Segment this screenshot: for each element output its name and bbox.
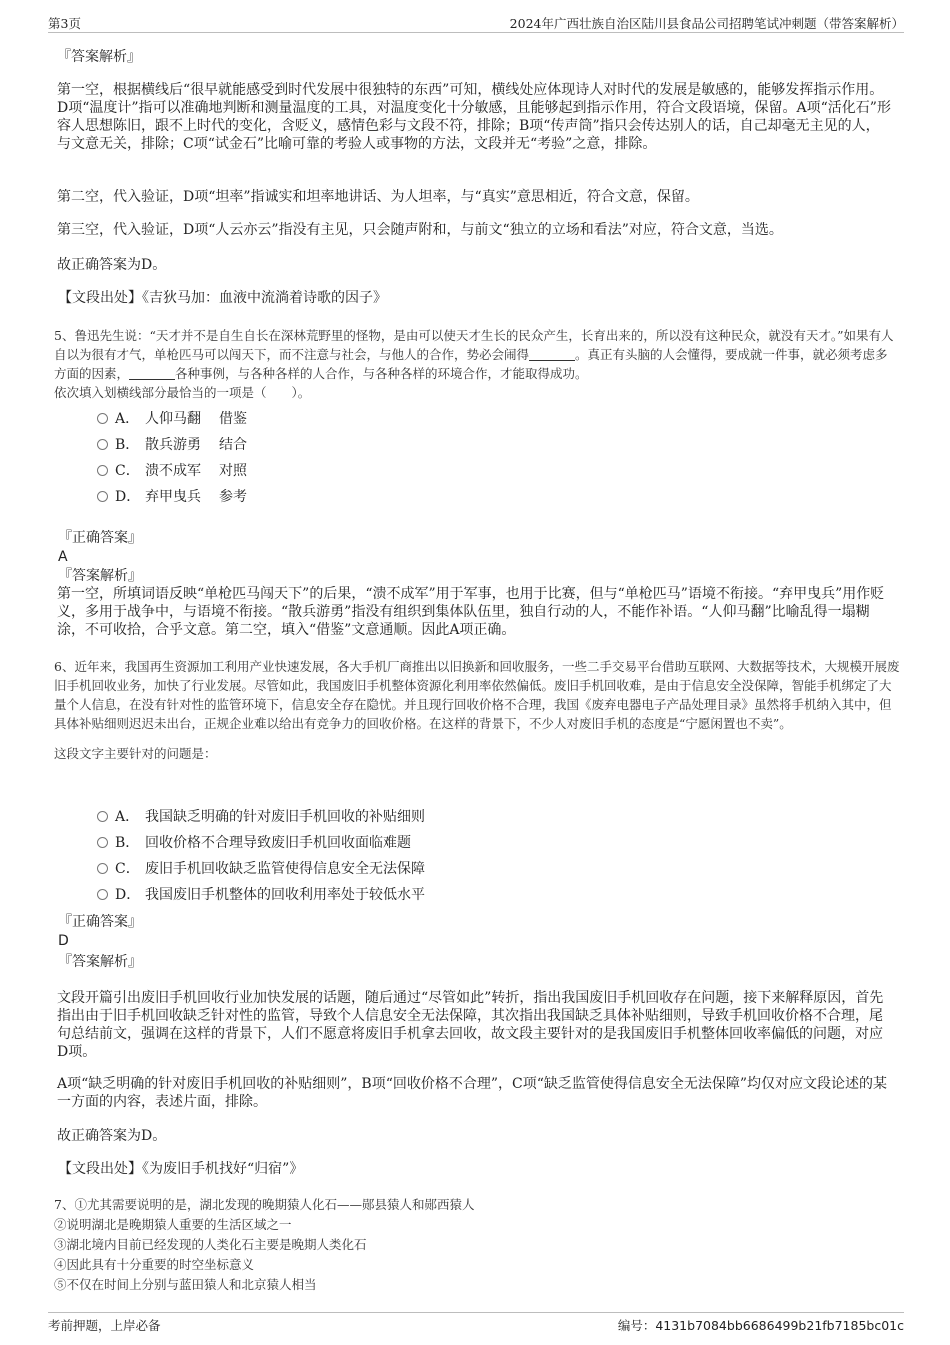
- q5-answer: A: [58, 549, 68, 565]
- q5-stem-part-c: 各种事例，与各种各样的人合作，与各种各样的环境合作，才能取得成功。: [175, 366, 588, 381]
- q6-option-d[interactable]: D． 我国废旧手机整体的回收利用率处于较低水平: [97, 886, 425, 904]
- q5-stem-part-a: 5、鲁迅先生说：“天才并不是自生自长在深林荒野里的怪物，是由可以使天才生长的民众产生，长育出来的，所以没有这种民众，就没有天才。”如果有人自以为很有才气，单枪匹马可以闯天下，而不注意与社会，与他人的合作，势必会闹得: [54, 328, 894, 362]
- q6-analysis-label: 『答案解析』: [58, 954, 142, 970]
- q4-conclusion: 故正确答案为D。: [57, 257, 167, 273]
- radio-icon[interactable]: [97, 465, 108, 476]
- page-footer: [48, 1312, 904, 1333]
- q4-analysis-label: 『答案解析』: [57, 49, 141, 65]
- q5-option-c[interactable]: C． 溃不成军 对照: [97, 462, 247, 480]
- q5-option-d[interactable]: D． 弃甲曳兵 参考: [97, 488, 247, 506]
- radio-icon[interactable]: [97, 413, 108, 424]
- radio-icon[interactable]: [97, 837, 108, 848]
- q6-answer: D: [58, 933, 69, 949]
- q6-analysis-para2: A项“缺乏明确的针对废旧手机回收的补贴细则”，B项“回收价格不合理”，C项“缺乏监管使得信息安全无法保障”均仅对应文段论述的某一方面的内容，表述片面，排除。: [57, 1076, 888, 1110]
- q6-option-b[interactable]: B． 回收价格不合理导致废旧手机回收面临难题: [97, 834, 411, 852]
- q4-analysis-para2: 第二空，代入验证，D项“坦率”指诚实和坦率地讲话、为人坦率，与“真实”意思相近，符合文意，保留。: [57, 189, 699, 205]
- q6-analysis-para1: 文段开篇引出废旧手机回收行业加快发展的话题，随后通过“尽管如此”转折，指出我国废旧手机回收存在问题，接下来解释原因，首先指出由于旧手机回收缺乏针对性的监管，导致个人信息安全无法保障，其次指出我国缺乏具体补贴细则，导致手机回收价格不合理，尾句总结前文，强调在这样的背景下，人们不愿意将废旧手机拿去回收，故文段主要针对的是我国废旧手机整体回收率偏低的问题，对应D项。: [57, 990, 884, 1060]
- q4-source: 【文段出处】《吉狄马加：血液中流淌着诗歌的因子》: [58, 290, 387, 306]
- radio-icon[interactable]: [97, 889, 108, 900]
- radio-icon[interactable]: [97, 863, 108, 874]
- q4-analysis-para3: 第三空，代入验证，D项“人云亦云”指没有主见，只会随声附和，与前文“独立的立场和看法”对应，符合文意，当选。: [57, 222, 783, 238]
- document-code: 编号：4131b7084bb6686499b21fb7185bc01c: [617, 1318, 904, 1333]
- q5-option-b[interactable]: B． 散兵游勇 结合: [97, 436, 247, 454]
- q5-option-a[interactable]: A． 人仰马翻 借鉴: [97, 410, 247, 428]
- radio-icon[interactable]: [97, 811, 108, 822]
- q7-line-3: ③湖北境内目前已经发现的人类化石主要是晚期人类化石: [54, 1237, 367, 1252]
- q5-blank-1: [529, 348, 575, 361]
- q5-stem: [54, 326, 900, 402]
- footer-slogan: 考前押题，上岸必备: [48, 1318, 161, 1333]
- q5-blank-2: [129, 367, 175, 380]
- q7-line-4: ④因此具有十分重要的时空坐标意义: [54, 1257, 255, 1272]
- q6-option-c[interactable]: C． 废旧手机回收缺乏监管使得信息安全无法保障: [97, 860, 425, 878]
- q6-option-a[interactable]: A． 我国缺乏明确的针对废旧手机回收的补贴细则: [97, 808, 425, 826]
- q5-analysis: 第一空，所填词语反映“单枪匹马闯天下”的后果，“溃不成军”用于军事，也用于比赛，但与“单枪匹马”语境不衔接。“弃甲曳兵”用作贬义，多用于战争中，与语境不衔接。“散兵游勇”指没有组织到集体队伍里，独自行动的人，不能作补语。“人仰马翻”比喻乱得一塌糊涂，不可收拾，合乎文意。第二空，填入“借鉴”文意通顺。因此A项正确。: [57, 586, 885, 638]
- q7-line-2: ②说明湖北是晚期猿人重要的生活区域之一: [54, 1217, 292, 1232]
- q5-stem-part-b: 。真正有头脑的人会懂得，要成就一件事，就必须考虑多方面的因素，: [54, 347, 888, 381]
- q5-answer-label: 『正确答案』: [58, 530, 142, 546]
- page-header: [48, 12, 904, 33]
- q6-conclusion: 故正确答案为D。: [57, 1128, 167, 1144]
- q6-source: 【文段出处】《为废旧手机找好“归宿”》: [58, 1161, 304, 1177]
- q6-stem: 6、近年来，我国再生资源加工利用产业快速发展，各大手机厂商推出以旧换新和回收服务，一些二手交易平台借助互联网、大数据等技术，大规模开展废旧手机回收业务，加快了行业发展。尽管如此，我国废旧手机整体资源化利用率依然偏低。废旧手机回收难，是由于信息安全没保障，智能手机绑定了大量个人信息，在没有针对性的监管环境下，信息安全存在隐忧。并且现行回收价格不合理，我国《废弃电器电子产品处理目录》虽然将手机纳入其中，但具体补贴细则迟迟未出台，正规企业难以给出有竞争力的回收价格。在这样的背景下，不少人对废旧手机的态度是“宁愿闲置也不卖”。: [54, 659, 900, 731]
- q5-instruction: 依次填入划横线部分最恰当的一项是（ ）。: [54, 385, 311, 400]
- radio-icon[interactable]: [97, 439, 108, 450]
- q4-analysis-para1: 第一空，根据横线后“很早就能感受到时代发展中很独特的东西”可知，横线处应体现诗人对时代的发展是敏感的，能够发挥指示作用。D项“温度计”指可以准确地判断和测量温度的工具，对温度变化十分敏感，且能够起到指示作用，符合文段语境，保留。A项“活化石”形容人思想陈旧，跟不上时代的变化，含贬义，感情色彩与文段不符，排除；B项“传声筒”指只会传达别人的话，自己却毫无主见的人，与文意无关，排除；C项“试金石”比喻可靠的考验人或事物的方法，文段并无“考验”之意，排除。: [57, 82, 891, 152]
- q6-answer-label: 『正确答案』: [58, 914, 142, 930]
- document-title: 2024年广西壮族自治区陆川县食品公司招聘笔试冲刺题（带答案解析）: [509, 16, 904, 31]
- q6-question: 这段文字主要针对的问题是：: [54, 746, 217, 761]
- q7-line-1: 7、①尤其需要说明的是，湖北发现的晚期猿人化石——郧县猿人和郧西猿人: [54, 1197, 475, 1212]
- q7-line-5: ⑤不仅在时间上分别与蓝田猿人和北京猿人相当: [54, 1277, 317, 1292]
- radio-icon[interactable]: [97, 491, 108, 502]
- q5-analysis-label: 『答案解析』: [58, 568, 142, 584]
- page-number: 第3页: [48, 16, 81, 31]
